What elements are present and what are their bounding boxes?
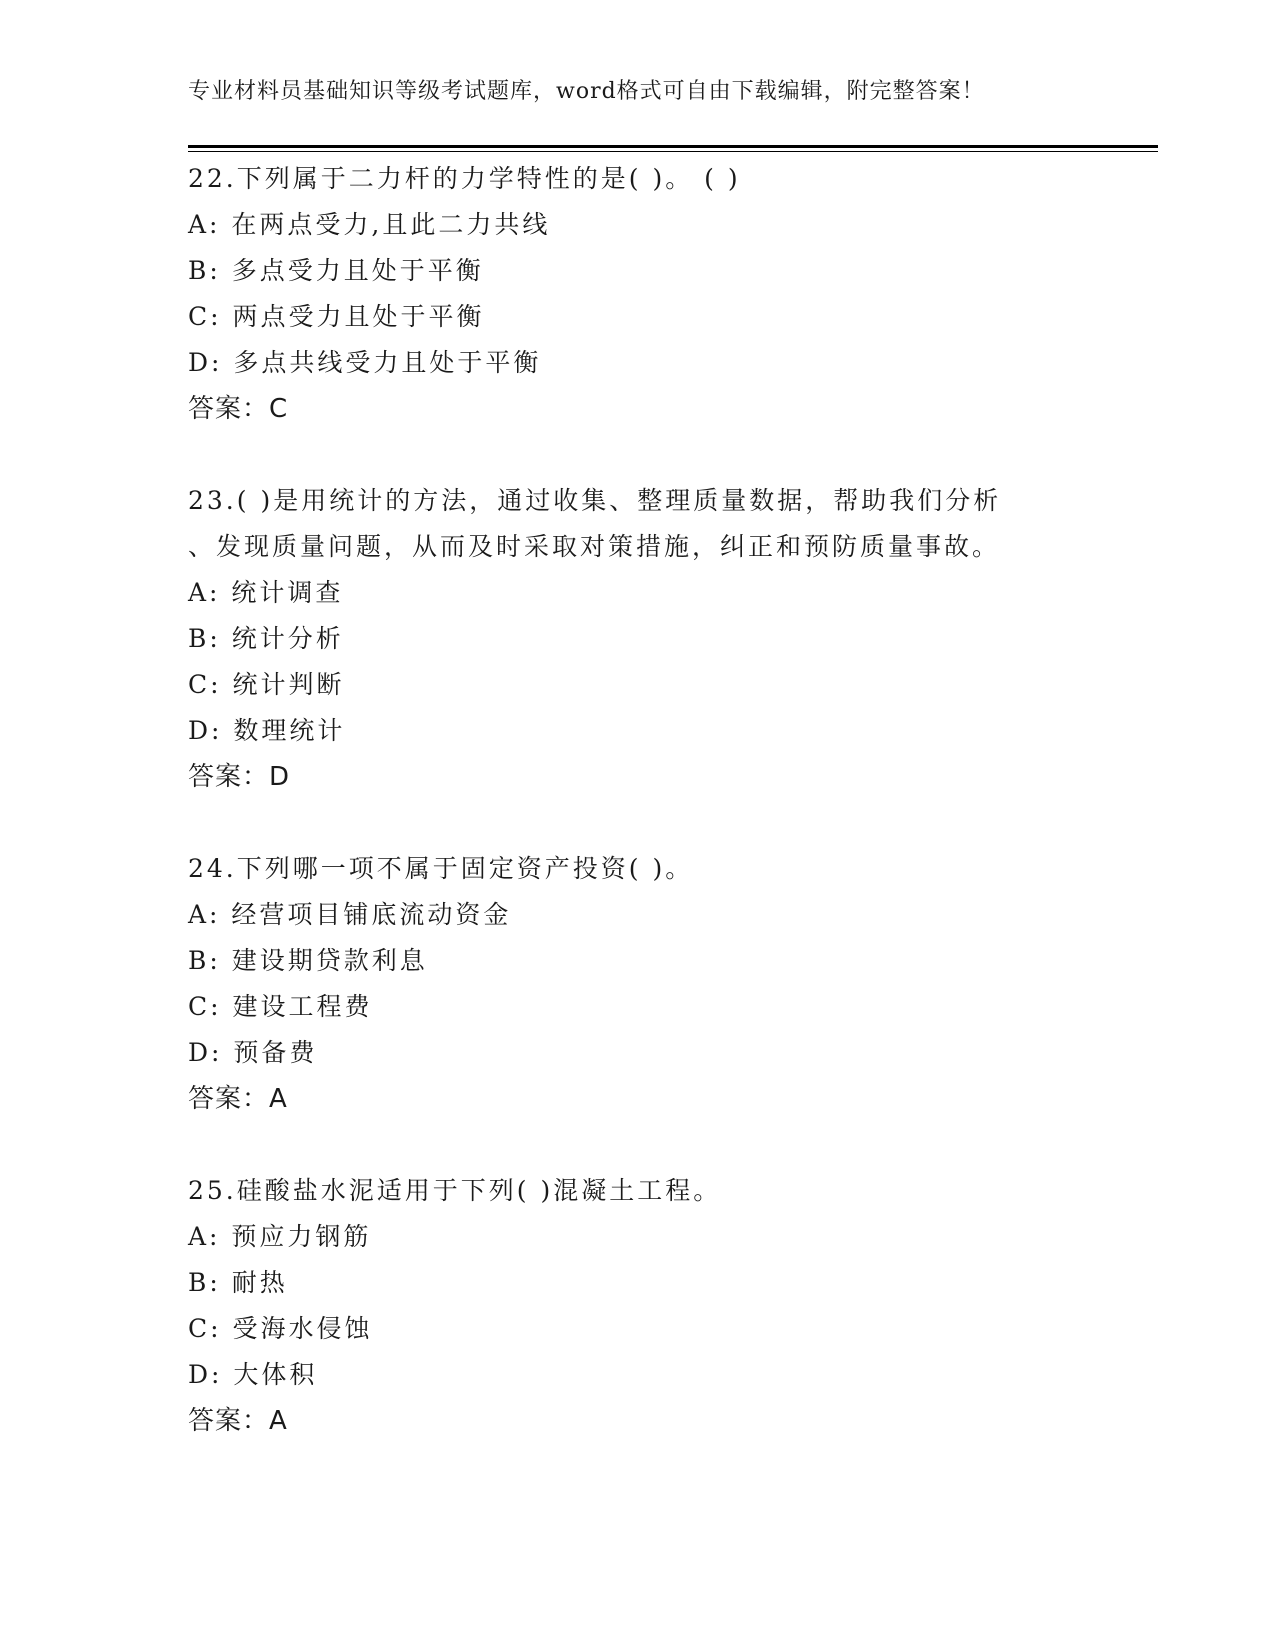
question-stem: 24.下列哪一项不属于固定资产投资( )。 — [188, 854, 694, 883]
option-a: A: 预应力钢筋 — [188, 1222, 372, 1251]
header-rule-thick — [188, 145, 1158, 148]
answer: 答案：A — [188, 1406, 288, 1436]
option-a: A: 经营项目铺底流动资金 — [188, 900, 512, 929]
option-b: B: 多点受力且处于平衡 — [188, 256, 484, 285]
option-b: B: 建设期贷款利息 — [188, 946, 428, 975]
option-c: C: 两点受力且处于平衡 — [188, 302, 485, 331]
option-b: B: 耐热 — [188, 1268, 288, 1297]
answer: 答案：D — [188, 762, 291, 792]
question-22 — [188, 156, 1088, 432]
option-b: B: 统计分析 — [188, 624, 344, 653]
option-c: C: 受海水侵蚀 — [188, 1314, 373, 1343]
option-d: D: 数理统计 — [188, 716, 346, 745]
option-d: D: 预备费 — [188, 1038, 318, 1067]
header-rule-thin — [188, 151, 1158, 152]
answer: 答案：A — [188, 1084, 288, 1114]
question-list — [188, 156, 1088, 1490]
question-stem: 22.下列属于二力杆的力学特性的是( )。 ( ) — [188, 164, 741, 193]
option-d: D: 多点共线受力且处于平衡 — [188, 348, 542, 377]
option-d: D: 大体积 — [188, 1360, 318, 1389]
option-c: C: 统计判断 — [188, 670, 345, 699]
question-stem: 23.( )是用统计的方法，通过收集、整理质量数据，帮助我们分析 — [188, 486, 1002, 515]
question-stem: 25.硅酸盐水泥适用于下列( )混凝土工程。 — [188, 1176, 722, 1205]
answer: 答案：C — [188, 394, 289, 424]
question-stem-continued: 、发现质量问题，从而及时采取对策措施，纠正和预防质量事故。 — [188, 532, 1001, 561]
page-header: 专业材料员基础知识等级考试题库，word格式可自由下载编辑，附完整答案！ — [188, 79, 985, 104]
question-24 — [188, 846, 1088, 1122]
option-a: A: 在两点受力,且此二力共线 — [188, 210, 551, 239]
option-c: C: 建设工程费 — [188, 992, 373, 1021]
question-25 — [188, 1168, 1088, 1444]
option-a: A: 统计调查 — [188, 578, 344, 607]
question-23 — [188, 478, 1088, 800]
